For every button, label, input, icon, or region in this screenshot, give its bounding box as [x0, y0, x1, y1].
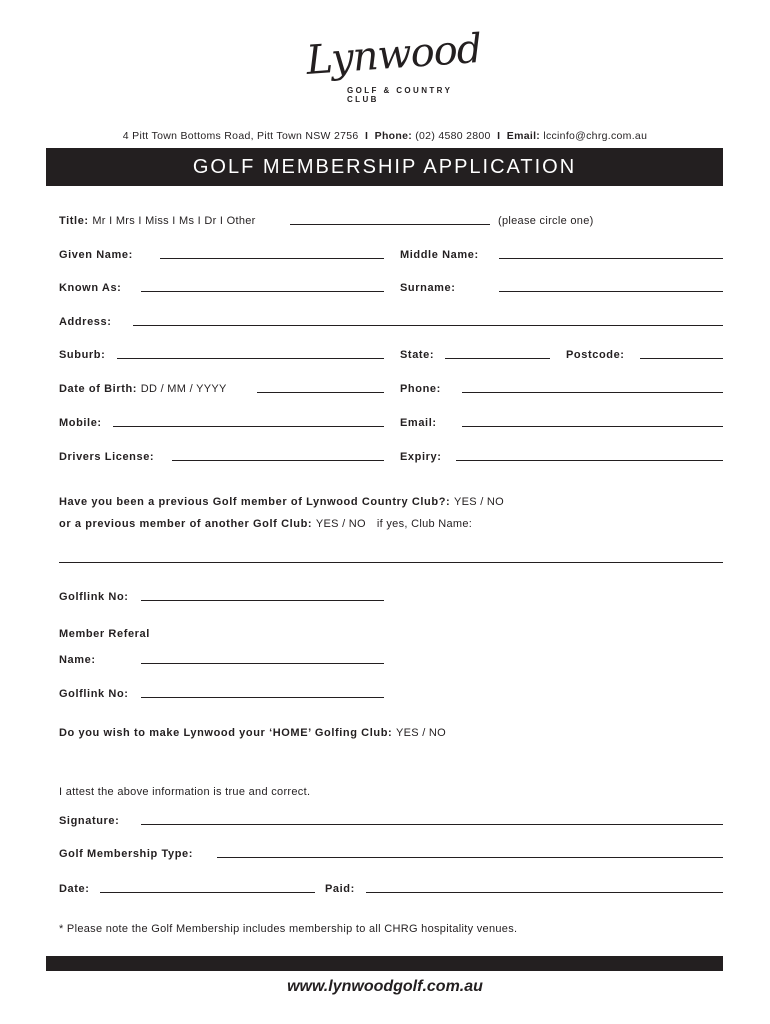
- dob-label: Date of Birth: DD / MM / YYYY: [59, 383, 227, 395]
- logo-script: Lynwood: [304, 25, 483, 84]
- referal-name-label: Name:: [59, 654, 96, 666]
- middle-name-field[interactable]: [499, 258, 723, 259]
- golflink-field[interactable]: [141, 600, 384, 601]
- logo-subtitle: GOLF & COUNTRY CLUB: [347, 86, 453, 104]
- referal-name-field[interactable]: [141, 663, 384, 664]
- mobile-label: Mobile:: [59, 417, 102, 429]
- club-name-label: if yes, Club Name:: [376, 518, 473, 530]
- paid-label: Paid:: [325, 883, 355, 895]
- surname-field[interactable]: [499, 291, 723, 292]
- email-field[interactable]: [462, 426, 723, 427]
- signature-label: Signature:: [59, 815, 120, 827]
- separator: I: [497, 130, 501, 142]
- postcode-label: Postcode:: [566, 349, 625, 361]
- phone-field[interactable]: [462, 392, 723, 393]
- referal-golflink-field[interactable]: [141, 697, 384, 698]
- prev-member-question: Have you been a previous Golf member of Lynwood Country Club?: YES / NO: [59, 496, 505, 508]
- paid-field[interactable]: [366, 892, 723, 893]
- state-label: State:: [400, 349, 435, 361]
- title-note: (please circle one): [498, 215, 594, 227]
- expiry-field[interactable]: [456, 460, 723, 461]
- separator: I: [364, 130, 369, 142]
- drivers-license-field[interactable]: [172, 460, 384, 461]
- member-referal-heading: Member Referal: [59, 628, 150, 640]
- club-name-field[interactable]: [59, 562, 723, 563]
- given-name-label: Given Name:: [59, 249, 133, 261]
- club-phone: (02) 4580 2800: [415, 130, 491, 142]
- title-field[interactable]: [290, 224, 490, 225]
- other-club-question: or a previous member of another Golf Club: YES / NO if yes, Club Name:: [59, 518, 473, 530]
- golflink-label: Golflink No:: [59, 591, 129, 603]
- date-field[interactable]: [100, 892, 315, 893]
- surname-label: Surname:: [400, 282, 456, 294]
- dob-field[interactable]: [257, 392, 384, 393]
- membership-type-field[interactable]: [217, 857, 723, 858]
- form-title: GOLF MEMBERSHIP APPLICATION: [46, 148, 723, 186]
- other-club-options[interactable]: YES / NO: [315, 518, 366, 530]
- club-email: lccinfo@chrg.com.au: [543, 130, 648, 142]
- date-label: Date:: [59, 883, 90, 895]
- footer-bar: [46, 956, 723, 971]
- logo: [300, 25, 483, 105]
- home-club-question: Do you wish to make Lynwood your ‘HOME’ Golfing Club: YES / NO: [59, 727, 447, 739]
- dob-format: DD / MM / YYYY: [140, 383, 227, 395]
- signature-field[interactable]: [141, 824, 723, 825]
- website-link[interactable]: www.lynwoodgolf.com.au: [287, 978, 483, 995]
- state-field[interactable]: [445, 358, 550, 359]
- referal-golflink-label: Golflink No:: [59, 688, 129, 700]
- contact-line: [0, 130, 770, 142]
- middle-name-label: Middle Name:: [400, 249, 479, 261]
- title-label: Title: Mr I Mrs I Miss I Ms I Dr I Other: [59, 215, 256, 227]
- membership-type-label: Golf Membership Type:: [59, 848, 194, 860]
- membership-note: * Please note the Golf Membership includes membership to all CHRG hospitality venues.: [59, 923, 518, 935]
- given-name-field[interactable]: [160, 258, 384, 259]
- prev-member-options[interactable]: YES / NO: [453, 496, 505, 508]
- expiry-label: Expiry:: [400, 451, 442, 463]
- known-as-field[interactable]: [141, 291, 384, 292]
- phone-label: Phone:: [374, 130, 413, 142]
- address-field[interactable]: [133, 325, 723, 326]
- email-field-label: Email:: [400, 417, 437, 429]
- address-label: Address:: [59, 316, 112, 328]
- suburb-field[interactable]: [117, 358, 384, 359]
- email-label: Email:: [506, 130, 541, 142]
- home-club-options[interactable]: YES / NO: [395, 727, 447, 739]
- drivers-license-label: Drivers License:: [59, 451, 155, 463]
- mobile-field[interactable]: [113, 426, 384, 427]
- known-as-label: Known As:: [59, 282, 122, 294]
- postcode-field[interactable]: [640, 358, 723, 359]
- club-address: 4 Pitt Town Bottoms Road, Pitt Town NSW 2756: [122, 130, 359, 142]
- title-options: Mr I Mrs I Miss I Ms I Dr I Other: [92, 215, 256, 227]
- attest-text: I attest the above information is true and correct.: [59, 786, 311, 798]
- phone-field-label: Phone:: [400, 383, 441, 395]
- suburb-label: Suburb:: [59, 349, 106, 361]
